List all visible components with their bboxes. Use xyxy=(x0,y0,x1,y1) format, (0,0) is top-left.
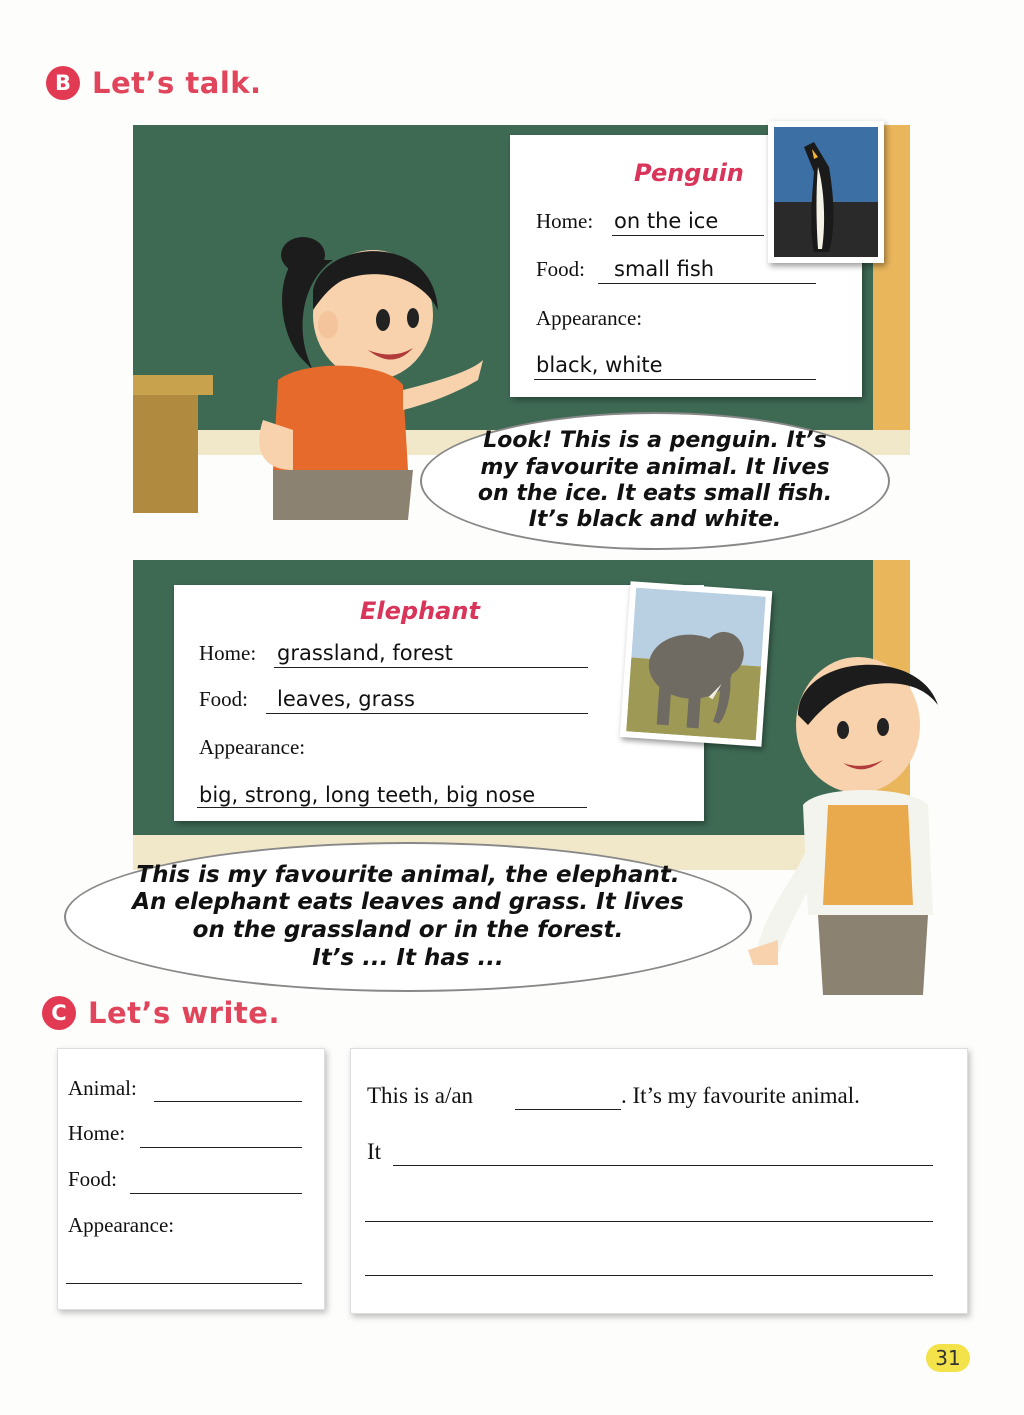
writing-line-1[interactable] xyxy=(393,1165,933,1166)
food-answer-line[interactable] xyxy=(130,1193,302,1194)
animal-label: Animal: xyxy=(68,1076,137,1100)
desk xyxy=(133,395,198,513)
section-b-badge: B xyxy=(46,66,80,100)
appearance-label: Appearance: xyxy=(68,1213,175,1237)
girl-speech-bubble xyxy=(420,412,890,550)
penguin-food-label: Food: xyxy=(536,257,586,281)
writing-line-2[interactable] xyxy=(365,1221,933,1222)
elephant-photo xyxy=(620,581,773,747)
write-box-paragraph xyxy=(350,1048,968,1314)
boy-illustration xyxy=(748,645,953,995)
elephant-food-line xyxy=(266,713,588,714)
boy-speech-text xyxy=(132,862,684,972)
boy-speech-line: It’s ... It has ... xyxy=(312,944,504,971)
boy-speech-line: on the grassland or in the forest. xyxy=(192,917,624,943)
it-label: It xyxy=(367,1139,382,1164)
penguin-card-title: Penguin xyxy=(634,159,744,187)
section-b-heading xyxy=(46,66,262,100)
boy-speech-line: An elephant eats leaves and grass. It lives xyxy=(132,889,684,916)
penguin-appearance-label: Appearance: xyxy=(536,306,643,330)
elephant-appearance-value: big, strong, long teeth, big nose xyxy=(199,783,536,807)
penguin-photo xyxy=(768,121,884,263)
elephant-home-value: grassland, forest xyxy=(277,641,453,665)
boy-speech-line: This is my favourite animal, the elephant. xyxy=(136,861,680,888)
penguin-appearance-line xyxy=(534,379,816,380)
elephant-home-label: Home: xyxy=(199,641,257,665)
penguin-food-line xyxy=(598,283,816,284)
write-box-details xyxy=(57,1048,325,1310)
writing-line-3[interactable] xyxy=(365,1275,933,1276)
elephant-appearance-line xyxy=(197,807,587,808)
girl-speech-line: on the ice. It eats small fish. xyxy=(477,481,833,506)
penguin-home-line xyxy=(612,235,764,236)
girl-speech-line: my favourite animal. It lives xyxy=(480,454,830,480)
section-b-title: Let’s talk. xyxy=(92,66,262,100)
penguin-home-value: on the ice xyxy=(614,209,719,233)
penguin-food-value: small fish xyxy=(614,257,715,281)
elephant-food-label: Food: xyxy=(199,687,249,711)
section-c-title: Let’s write. xyxy=(88,996,280,1030)
home-label: Home: xyxy=(68,1121,126,1145)
page-number: 31 xyxy=(926,1344,970,1372)
section-c-heading xyxy=(42,996,280,1030)
appearance-answer-line[interactable] xyxy=(66,1283,302,1284)
animal-name-line[interactable] xyxy=(515,1109,621,1110)
elephant-home-line xyxy=(274,667,588,668)
elephant-image xyxy=(626,588,766,741)
penguin-home-label: Home: xyxy=(536,209,594,233)
home-answer-line[interactable] xyxy=(140,1147,302,1148)
desk-top xyxy=(133,375,213,395)
penguin-image xyxy=(774,127,878,257)
sentence-end: . It’s my favourite animal. xyxy=(621,1083,860,1108)
food-label: Food: xyxy=(68,1167,118,1191)
elephant-appearance-label: Appearance: xyxy=(199,735,306,759)
girl-speech-text xyxy=(478,428,832,534)
penguin-appearance-value: black, white xyxy=(536,353,663,377)
girl-speech-line: It’s black and white. xyxy=(528,507,782,533)
animal-answer-line[interactable] xyxy=(154,1101,302,1102)
boy-speech-bubble xyxy=(64,842,752,992)
elephant-food-value: leaves, grass xyxy=(277,687,415,711)
girl-speech-line: Look! This is a penguin. It’s xyxy=(483,428,827,454)
elephant-card-title: Elephant xyxy=(360,597,480,625)
sentence-start: This is a/an xyxy=(367,1083,474,1108)
section-c-badge: C xyxy=(42,996,76,1030)
